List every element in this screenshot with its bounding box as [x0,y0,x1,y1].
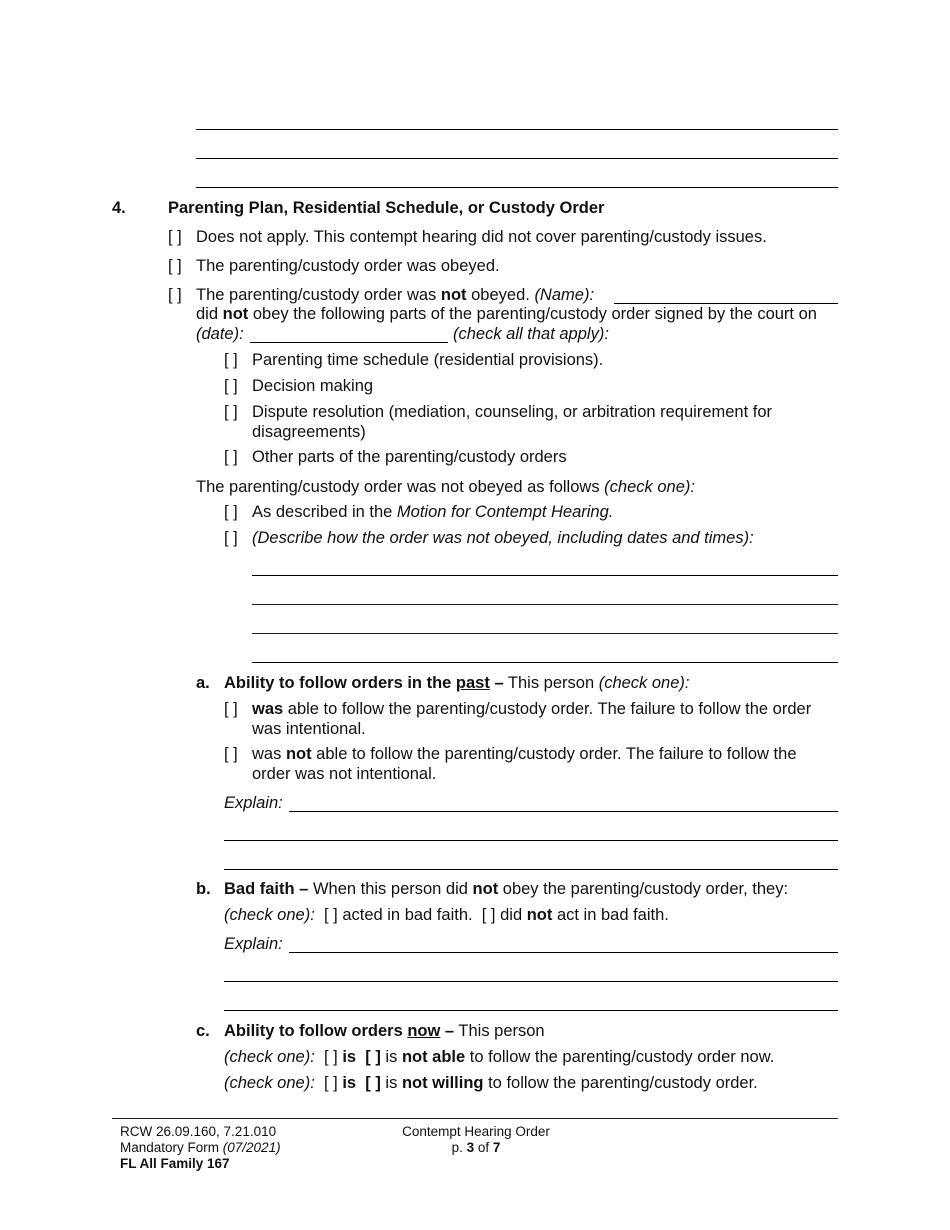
text: obey the parenting/custody order, they: [498,880,789,898]
text: The parenting/custody order was not obeyed as follows [196,478,605,496]
emphasis: not [440,286,467,304]
checkbox-obeyed[interactable]: [ ] [168,257,182,275]
date-field[interactable] [250,342,448,343]
describe-line[interactable] [252,662,838,663]
text: obeyed. [466,286,535,304]
option-bad-faith: acted in bad faith. [337,906,473,924]
check-one-label: (check one): [598,674,690,692]
option-does-not-apply: Does not apply. This contempt hearing did not cover parenting/custody issues. [196,228,767,246]
checkbox-as-described[interactable]: [ ] [224,503,238,521]
option-was-not-able-cont: order was not intentional. [252,765,437,783]
spacer [315,1048,324,1066]
checkbox-other-parts[interactable]: [ ] [224,448,238,466]
text: to follow the parenting/custody order now. [465,1048,775,1066]
text: Ability to follow orders [224,1022,408,1040]
checkbox-bad-faith[interactable]: [ ] [323,906,338,924]
option-as-described [252,503,613,522]
name-label: (Name): [534,286,595,304]
emphasis: is [342,1074,357,1092]
text [456,674,490,692]
name-field[interactable] [614,303,838,304]
part-other: Other parts of the parenting/custody orders [252,448,567,466]
footer-page-number [376,1140,576,1156]
text: As described in the [252,503,397,521]
blank-line[interactable] [196,129,838,130]
checkbox-decision-making[interactable]: [ ] [224,377,238,395]
emphasis: was [252,700,284,718]
footer-divider [112,1118,838,1119]
footer-form-id: FL All Family 167 [120,1156,230,1171]
text: was [252,745,286,763]
spacer [315,906,324,924]
sub-b-options [224,906,669,925]
describe-line[interactable] [252,604,838,605]
not-obeyed-line2 [196,305,817,324]
total-pages: 7 [492,1140,501,1155]
check-one-label: (check one): [224,1048,315,1066]
text: (Describe how the order was not obeyed, including dates and times): [252,529,754,547]
option-describe-how [252,529,754,548]
emphasis: not [222,305,249,323]
text: is [380,1074,402,1092]
option-was-not-able [252,745,797,764]
option-obeyed: The parenting/custody order was obeyed. [196,257,500,275]
emphasis: not willing [401,1074,484,1092]
section-number: 4. [112,199,126,217]
explain-line[interactable] [224,981,838,982]
sub-b-title [224,880,788,899]
sub-b-letter: b. [196,880,211,898]
spacer [356,1074,365,1092]
doc-title: Motion for Contempt Hearing. [396,503,614,521]
checkbox-was-not-able[interactable]: [ ] [224,745,238,763]
sub-b-explain-label [224,935,283,954]
text: – [440,1022,455,1040]
checkbox-is-able[interactable]: [ ] [323,1048,338,1066]
text: When this person did [308,880,473,898]
checkbox-was-able[interactable]: [ ] [224,700,238,718]
emphasis: not [526,906,553,924]
sub-c-able-row [224,1048,774,1067]
text: (check all that apply): [453,325,609,343]
explain-line[interactable] [224,869,838,870]
text: Bad faith – [224,880,309,898]
text: Explain: [224,794,283,812]
check-all-label [453,325,609,344]
text: is [380,1048,402,1066]
text: to follow the parenting/custody order. [483,1074,758,1092]
checkbox-describe-how[interactable]: [ ] [224,529,238,547]
emphasis: now [407,1022,441,1040]
option-was-able-cont: was intentional. [252,720,366,738]
spacer [315,1074,324,1092]
footer-rcw: RCW 26.09.160, 7.21.010 [120,1124,277,1139]
spacer [356,1048,365,1066]
part-parenting-time: Parenting time schedule (residential provisions). [252,351,604,369]
sub-a-title [224,674,690,693]
checkbox-not-obeyed[interactable]: [ ] [168,286,182,304]
text: Ability to follow orders in the [224,674,456,692]
text: (date): [196,325,244,343]
checkbox-is-willing[interactable]: [ ] [323,1074,338,1092]
text: This person [503,674,599,692]
check-one-label: (check one): [224,1074,315,1092]
blank-line[interactable] [196,158,838,159]
text: did [196,305,223,323]
checkbox-is-not-able[interactable]: [ ] [365,1048,381,1066]
checkbox-not-bad-faith[interactable]: [ ] [481,906,496,924]
check-one-label: (check one): [224,906,315,924]
part-dispute-resolution-cont: disagreements) [252,423,366,441]
blank-line[interactable] [196,187,838,188]
explain-line[interactable] [224,840,838,841]
explain-line[interactable] [224,1010,838,1011]
emphasis: is [342,1048,357,1066]
sub-c-title [224,1022,545,1041]
not-obeyed-as-follows [196,478,695,497]
option-not-obeyed [196,286,594,305]
sub-c-letter: c. [196,1022,210,1040]
explain-line[interactable] [289,952,838,953]
form-date: (07/2021) [222,1140,281,1155]
text: obey the following parts of the parenting/custody order signed by the court on [248,305,817,323]
explain-line[interactable] [289,811,838,812]
date-label [196,325,244,344]
sub-c-willing-row [224,1074,758,1093]
emphasis: past [455,674,490,692]
text: able to follow the parenting/custody order. The failure to follow the [311,745,797,763]
part-dispute-resolution: Dispute resolution (mediation, counseling, or arbitration requirement for [252,403,773,421]
checkbox-does-not-apply[interactable]: [ ] [168,228,182,246]
option-was-able [252,700,811,719]
text: Explain: [224,935,283,953]
part-decision-making: Decision making [252,377,374,395]
sub-a-explain-label [224,794,283,813]
text: – [489,674,504,692]
text: p. [451,1140,467,1155]
check-one-label: (check one): [604,478,695,496]
text: This person [454,1022,545,1040]
text: The parenting/custody order was [196,286,441,304]
text: of [474,1140,493,1155]
text [407,1022,440,1040]
describe-line[interactable] [252,633,838,634]
emphasis: not [472,880,499,898]
sub-a-letter: a. [196,674,210,692]
text: Mandatory Form [120,1140,223,1155]
section-title: Parenting Plan, Residential Schedule, or Custody Order [168,199,605,217]
describe-line[interactable] [252,575,838,576]
checkbox-dispute-resolution[interactable]: [ ] [224,403,238,421]
checkbox-parenting-time[interactable]: [ ] [224,351,238,369]
text: act in bad faith. [552,906,669,924]
text: able to follow the parenting/custody order. The failure to follow the order [283,700,812,718]
emphasis: not able [401,1048,466,1066]
text: did [495,906,527,924]
current-page: 3 [466,1140,475,1155]
spacer [473,906,482,924]
emphasis: not [285,745,312,763]
footer-doc-title: Contempt Hearing Order [402,1124,550,1139]
footer-mandatory-form [120,1140,281,1156]
checkbox-is-not-willing[interactable]: [ ] [365,1074,381,1092]
